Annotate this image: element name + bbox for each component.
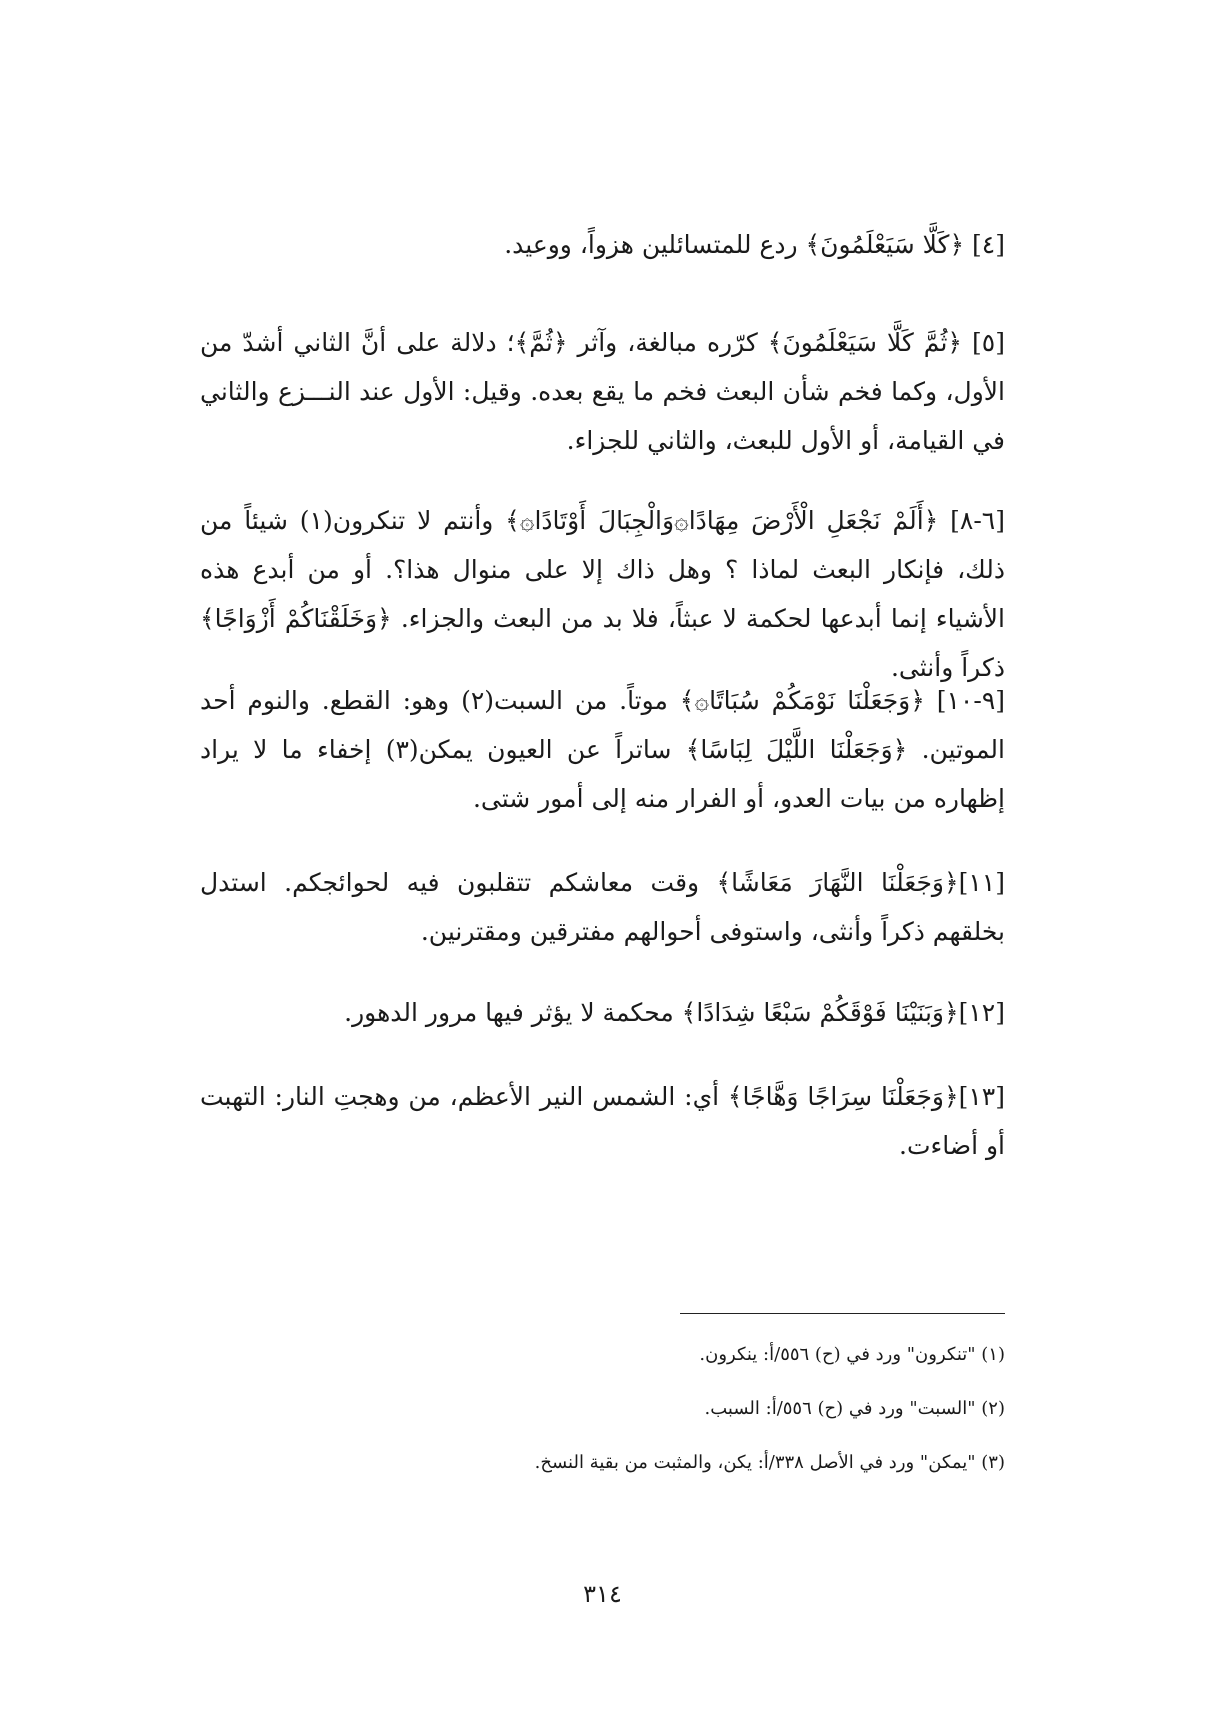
paragraph-verses-9-10: [٩-١٠] ﴿وَجَعَلْنَا نَوْمَكُمْ سُبَاتًا۞﴾ موتاً. من السبت(٢) وهو: القطع. والنوم أحد الموتين. ﴿وَجَعَلْنَا اللَّيْلَ لِبَاسًا﴾ ساتراً عن العيون يمكن(٣) إخفاء ما لا يراد إظهاره من بيات العدو، أو الفرار منه إلى أمور شتى. [200,686,1006,813]
paragraph-verse-12: [١٢]﴿وَبَنَيْنَا فَوْقَكُمْ سَبْعًا شِدَادًا﴾ محكمة لا يؤثر فيها مرور الدهور. [344,998,1005,1027]
footnote-3: (٣) "يمكن" ورد في الأصل ٣٣٨/أ: يكن، والمثبت من بقية النسخ. [534,1452,1005,1473]
footnote-2: (٢) "السبت" ورد في (ح) ٥٥٦/أ: السبب. [704,1398,1005,1419]
footnote-1: (١) "تنكرون" ورد في (ح) ٥٥٦/أ: ينكرون. [699,1344,1005,1365]
footnote-separator [680,1313,1005,1314]
paragraph-verse-13: [١٣]﴿وَجَعَلْنَا سِرَاجًا وَهَّاجًا﴾ أي: الشمس النير الأعظم، من وهجتِ النار: التهبت أو أضاءت. [200,1082,1005,1160]
paragraph-verse-11: [١١]﴿وَجَعَلْنَا النَّهَارَ مَعَاشًا﴾ وقت معاشكم تتقلبون فيه لحوائجكم. استدل بخلقهم ذكراً وأنثى، واستوفى أحوالهم مفترقين ومقترنين. [200,868,1005,946]
paragraph-verse-4: [٤] ﴿كَلَّا سَيَعْلَمُونَ﴾ ردع للمتسائلين هزواً، ووعيد. [504,230,1005,259]
page-number: ٣١٤ [583,1580,622,1608]
paragraph-verses-6-8: [٦-٨] ﴿أَلَمْ نَجْعَلِ الْأَرْضَ مِهَادًا۞وَالْجِبَالَ أَوْتَادًا۞﴾ وأنتم لا تنكرون(١) شيئاً من ذلك، فإنكار البعث لماذا ؟ وهل ذاك إلا على منوال هذا؟. أو من أبدع هذه الأشياء إنما أبدعها لحكمة لا عبثاً، فلا بد من البعث والجزاء. ﴿وَخَلَقْنَاكُمْ أَزْوَاجًا﴾ ذكراً وأنثى. [200,506,1005,682]
paragraph-verse-5: [٥] ﴿ثُمَّ كَلَّا سَيَعْلَمُونَ﴾ كرّره مبالغة، وآثر ﴿ثُمَّ﴾؛ دلالة على أنَّ الثاني أشدّ من الأول، وكما فخم شأن البعث فخم ما يقع بعده. وقيل: الأول عند النـــزع والثاني في القيامة، أو الأول للبعث، والثاني للجزاء. [200,328,1005,455]
